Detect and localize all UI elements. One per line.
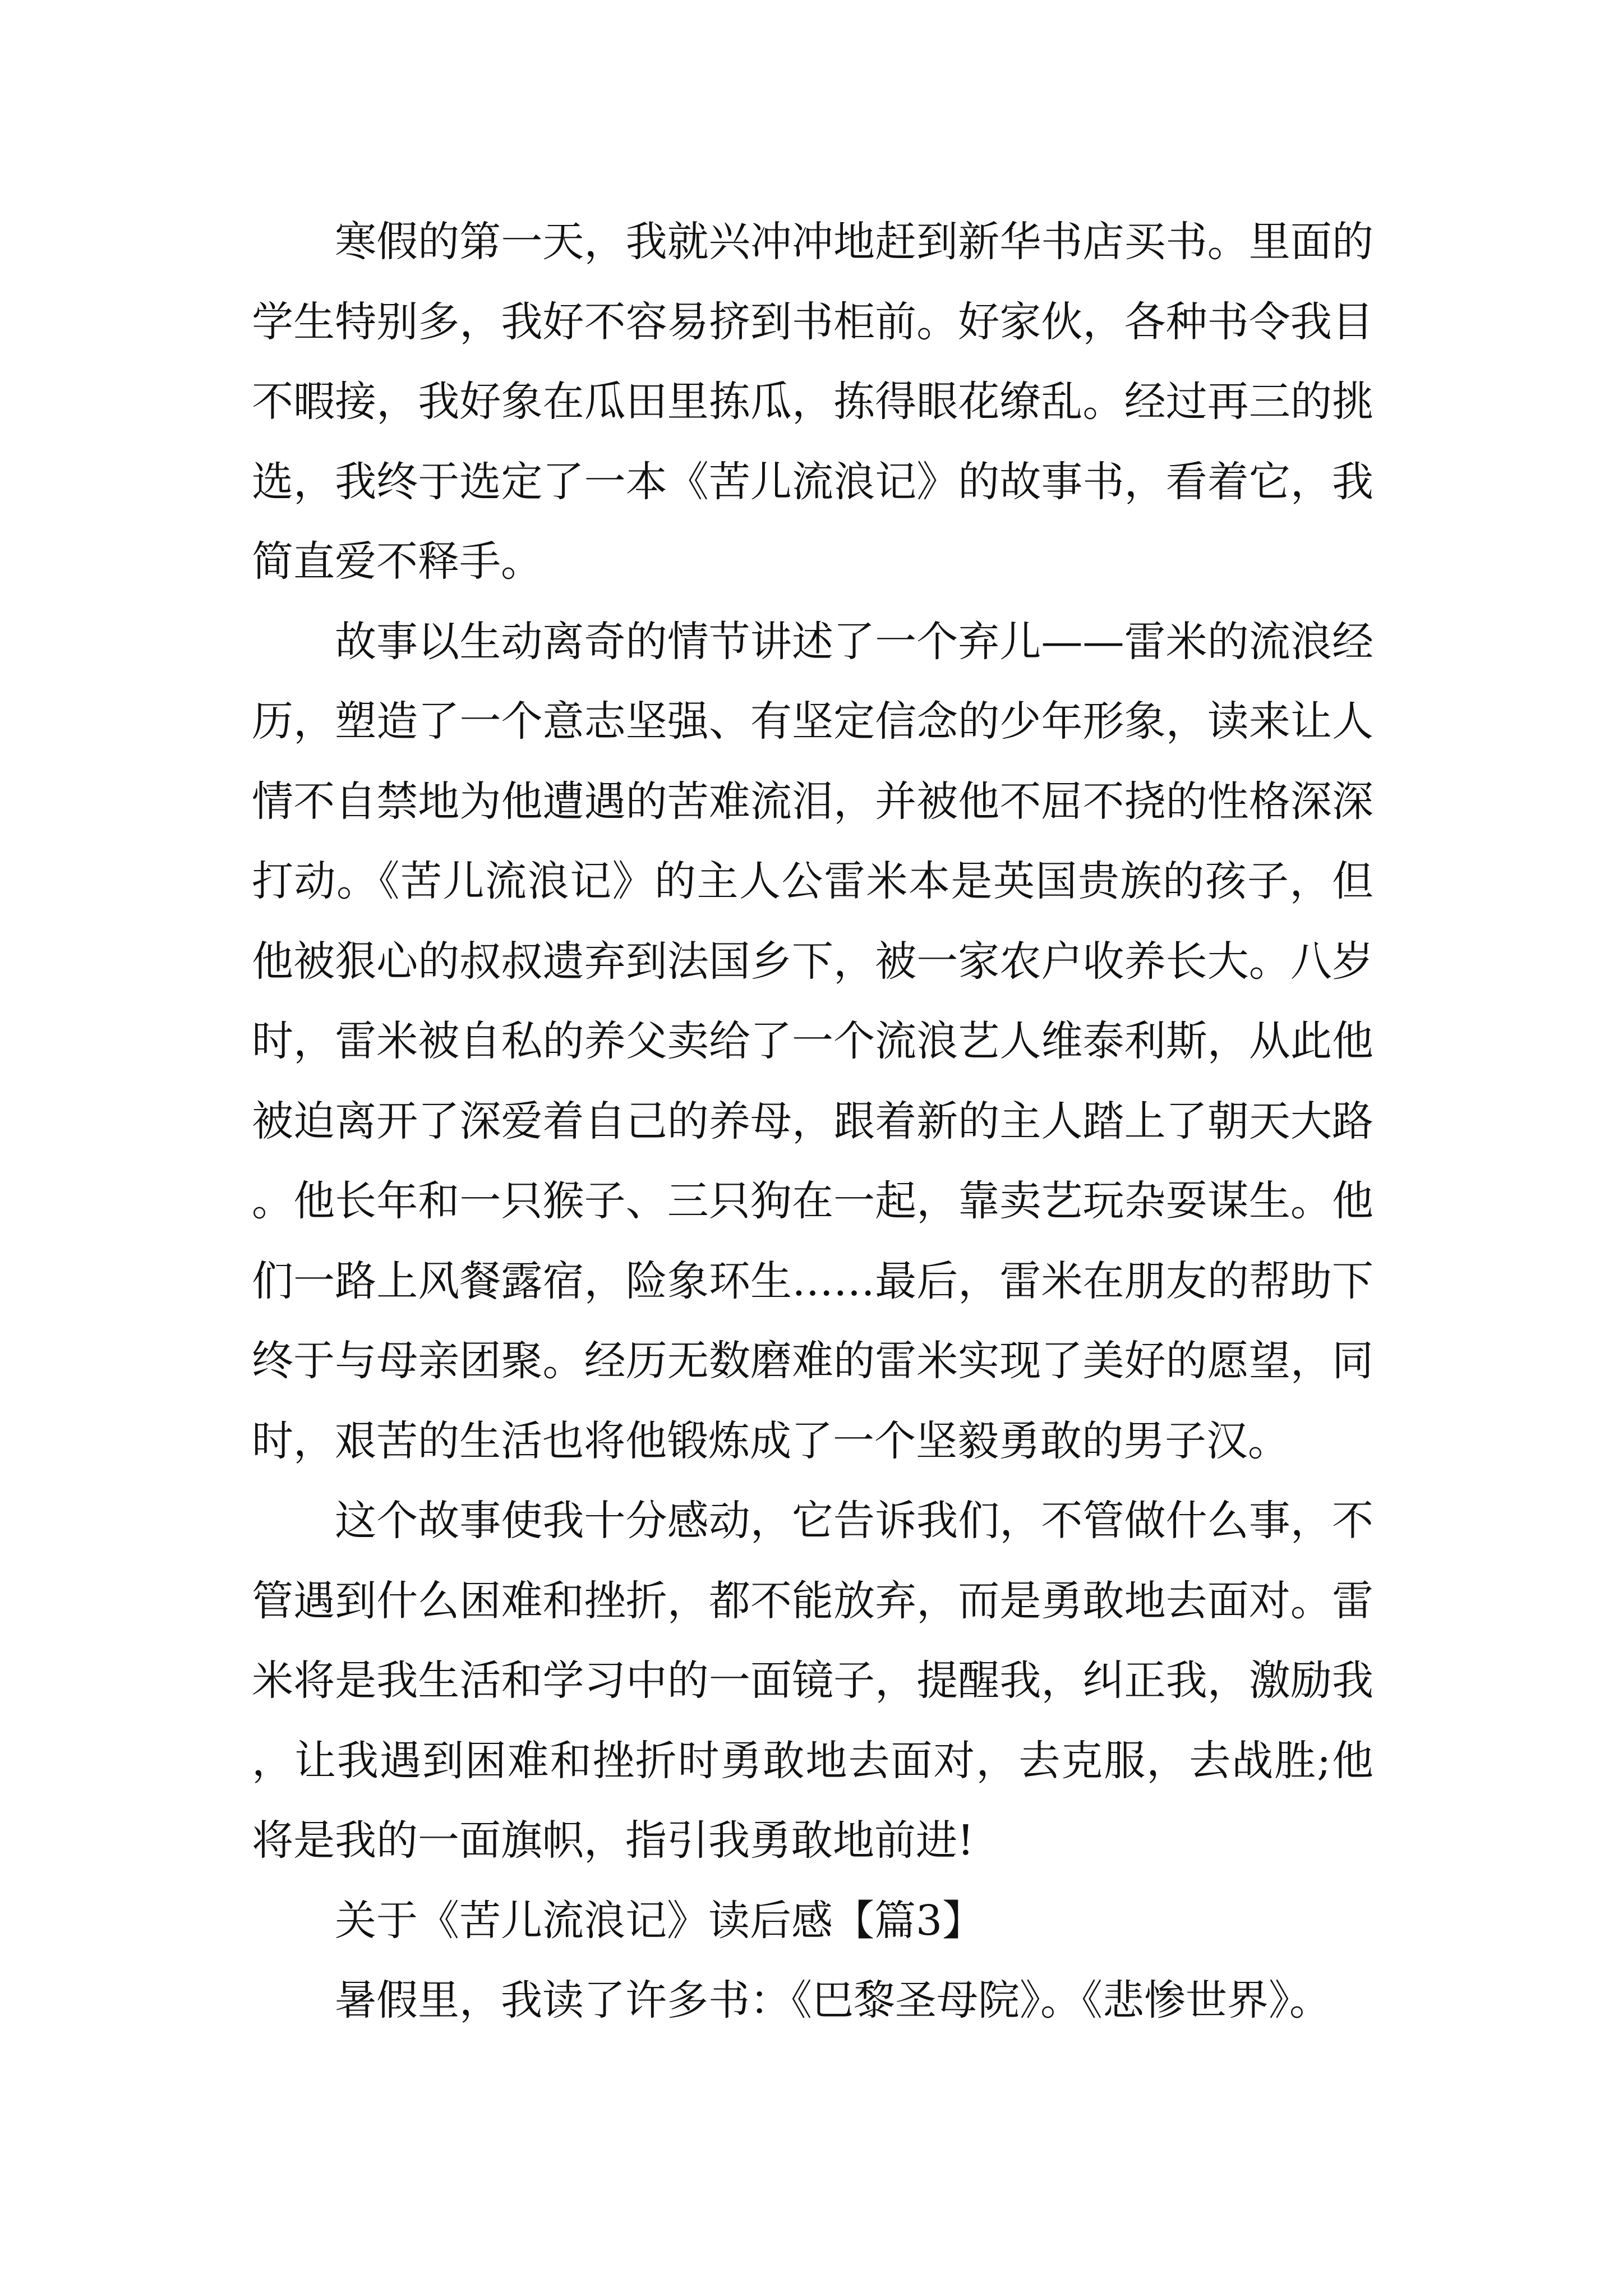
paragraph-reflection: 这个故事使我十分感动，它告诉我们，不管做什么事，不管遇到什么困难和挫折，都不能放弃，而是勇敢地去面对。雷米将是我生活和学习中的一面镜子，提醒我，纠正我，激励我，让我遇到困难和挫折时勇敢地去面对，去克服，去战胜;他将是我的一面旗帜，指引我勇敢地前进! [252,1497,1373,1865]
paragraph-summer-reading: 暑假里，我读了许多书：《巴黎圣母院》。《悲惨世界》。 [335,1976,1331,2024]
section-heading: 关于《苦儿流浪记》读后感【篇3】 [335,1896,984,1945]
paragraph-story-summary: 故事以生动离奇的情节讲述了一个弃儿——雷米的流浪经历，塑造了一个意志坚强、有坚定信念的少年形象，读来让人情不自禁地为他遭遇的苦难流泪，并被他不屈不挠的性格深深打动。《苦儿流浪记》的主人公雷米本是英国贵族的孩子，但他被狠心的叔叔遗弃到法国乡下，被一家农户收养长大。八岁时，雷米被自私的养父卖给了一个流浪艺人维泰利斯，从此他被迫离开了深爱着自己的养母，跟着新的主人踏上了朝天大路。他长年和一只猴子、三只狗在一起，靠卖艺玩杂耍谋生。他们一路上风餐露宿，险象环生……最后，雷米在朋友的帮助下终于与母亲团聚。经历无数磨难的雷米实现了美好的愿望，同时，艰苦的生活也将他锻炼成了一个坚毅勇敢的男子汉。 [252,617,1373,1465]
paragraph-bookstore: 寒假的第一天，我就兴冲冲地赶到新华书店买书。里面的学生特别多，我好不容易挤到书柜前。好家伙，各种书令我目不暇接，我好象在瓜田里拣瓜，拣得眼花缭乱。经过再三的挑选，我终于选定了一本《苦儿流浪记》的故事书，看着它，我简直爱不释手。 [252,218,1373,586]
document-body [252,202,1373,2041]
